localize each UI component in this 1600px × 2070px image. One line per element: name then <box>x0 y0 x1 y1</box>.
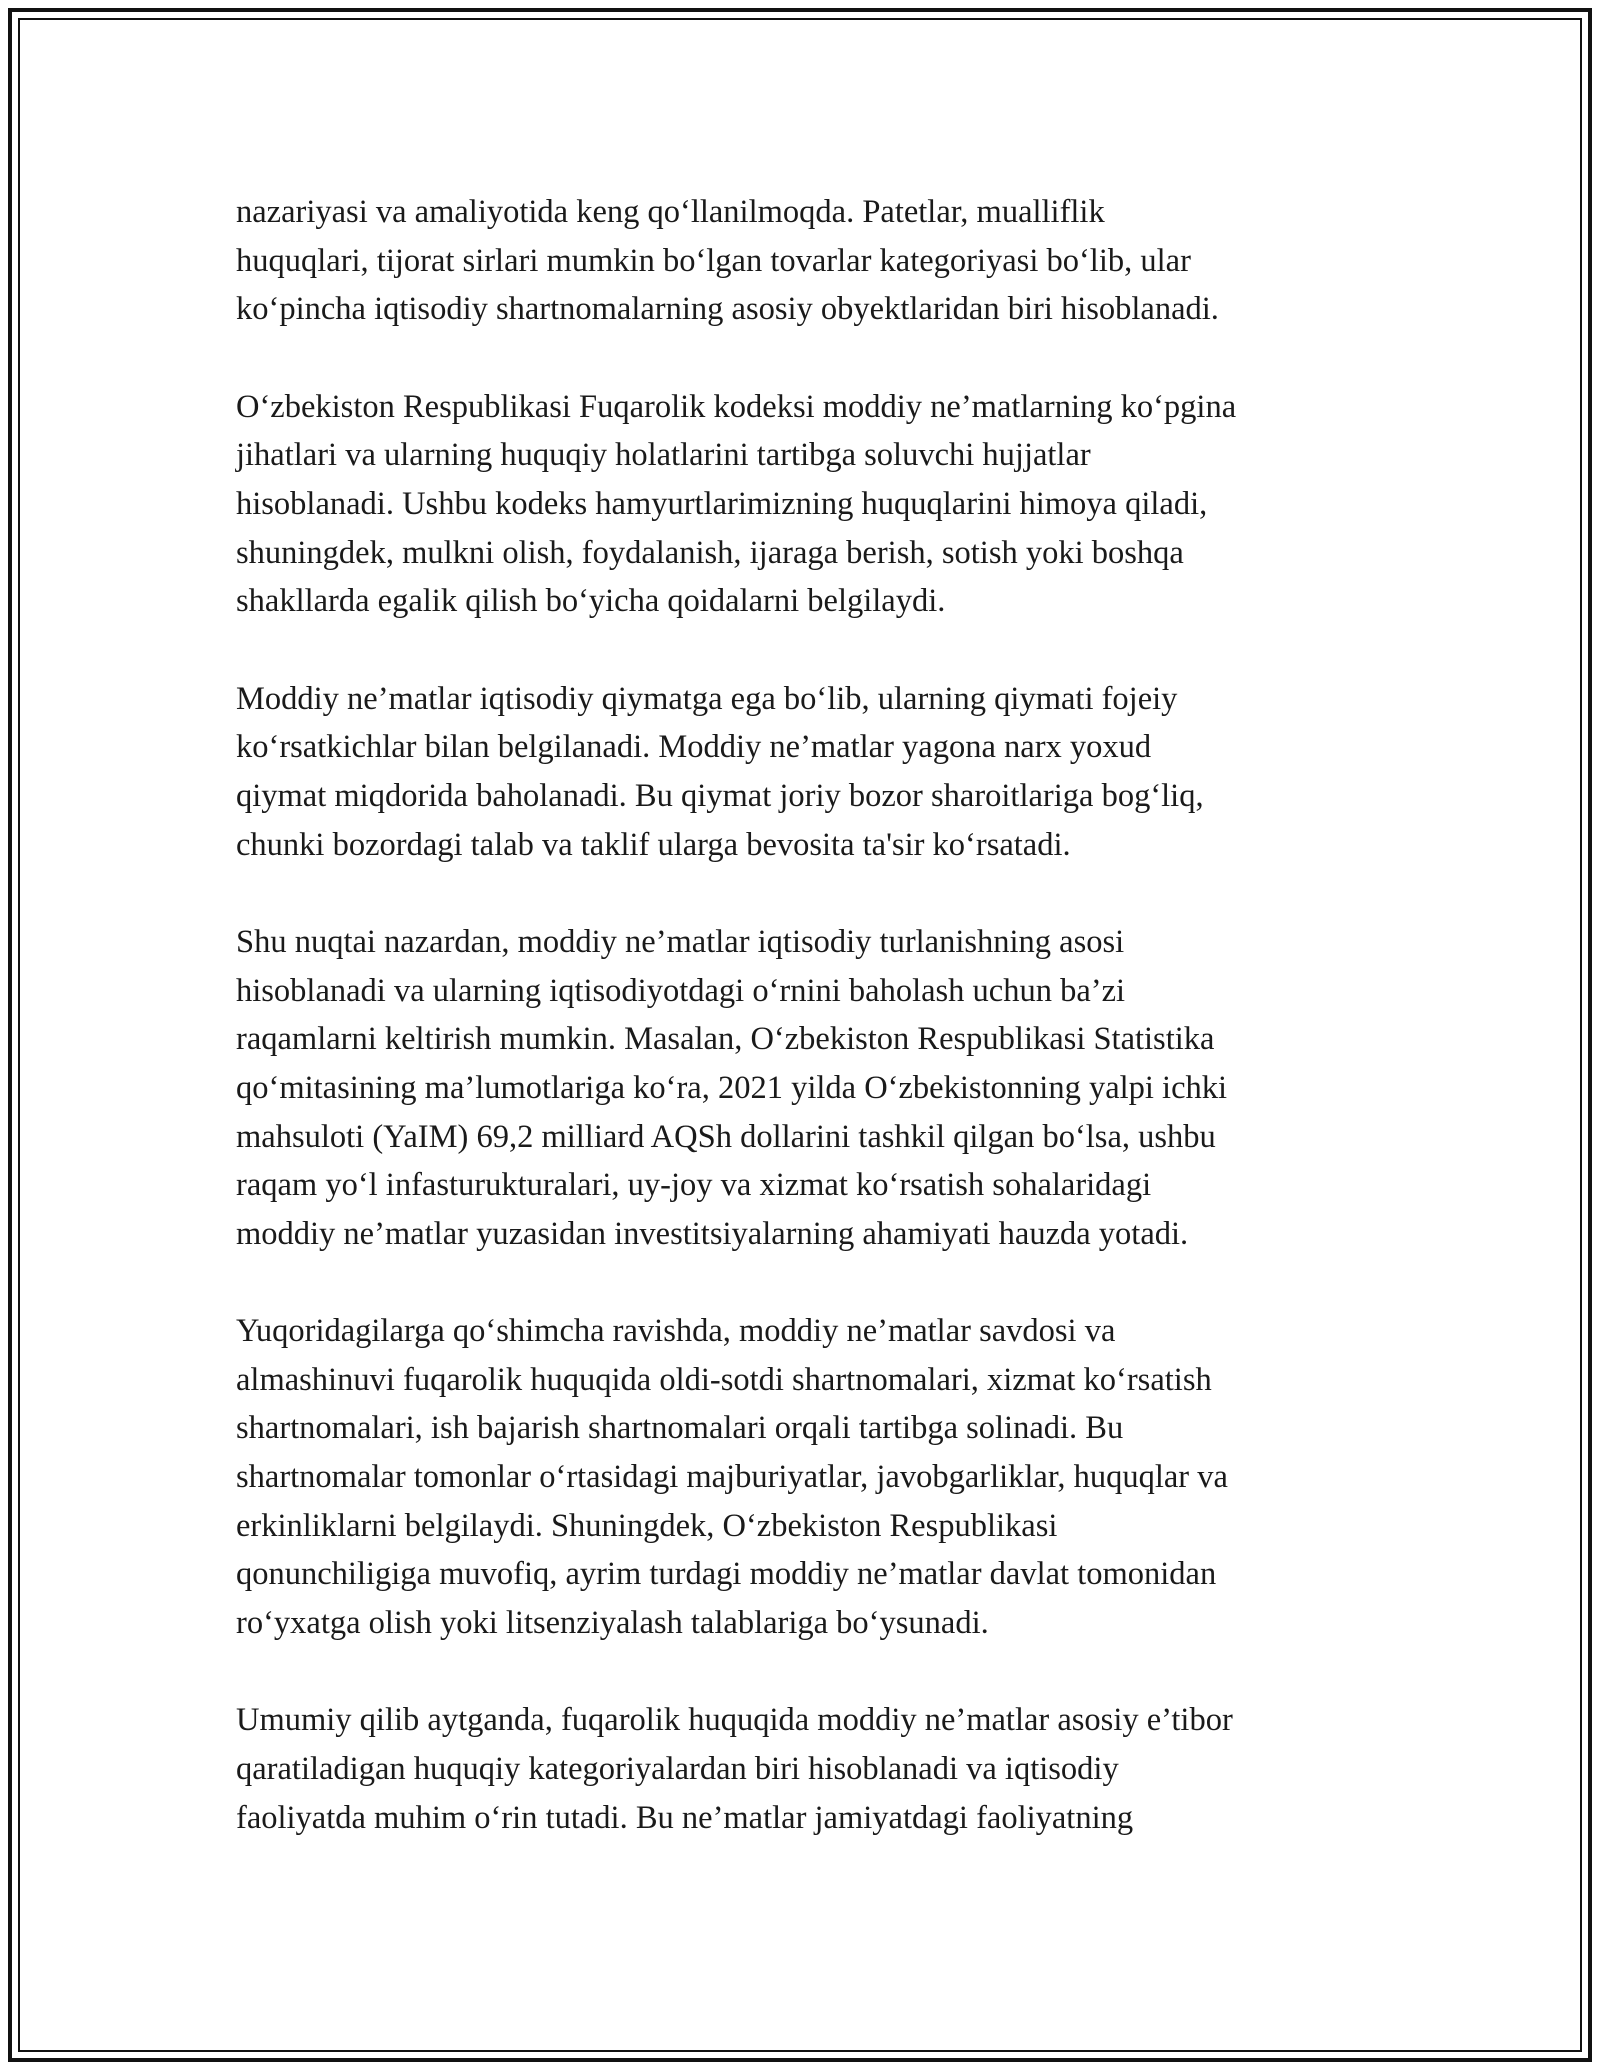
text-line: ko‘rsatkichlar bilan belgilanadi. Moddiy ne’matlar yagona narx yoxud <box>236 729 1152 766</box>
text-line: faoliyatda muhim o‘rin tutadi. Bu ne’matlar jamiyatdagi faoliyatning <box>236 1799 1134 1836</box>
text-line: qaratiladigan huquqiy kategoriyalardan biri hisoblanadi va iqtisodiy <box>236 1751 1119 1788</box>
paragraph-5 <box>236 1307 1376 1647</box>
paragraph-1 <box>236 188 1376 334</box>
text-line: raqam yo‘l infasturukturalari, uy-joy va xizmat ko‘rsatish sohalaridagi <box>236 1167 1152 1204</box>
paragraph-4 <box>236 918 1376 1258</box>
text-line: qo‘mitasining ma’lumotlariga ko‘ra, 2021 yilda O‘zbekistonning yalpi ichki <box>236 1069 1228 1106</box>
text-line: hisoblanadi. Ushbu kodeks hamyurtlarimizning huquqlarini himoya qiladi, <box>236 485 1208 522</box>
text-line: huquqlari, tijorat sirlari mumkin bo‘lgan tovarlar kategoriyasi bo‘lib, ular <box>236 242 1191 279</box>
text-line: almashinuvi fuqarolik huquqida oldi-sotdi shartnomalari, xizmat ko‘rsatish <box>236 1361 1212 1398</box>
text-line: shakllarda egalik qilish bo‘yicha qoidalarni belgilaydi. <box>236 583 946 620</box>
text-line: Umumiy qilib aytganda, fuqarolik huquqida moddiy ne’matlar asosiy e’tibor <box>236 1702 1233 1739</box>
text-line: Moddiy ne’matlar iqtisodiy qiymatga ega bo‘lib, ularning qiymati fojeiy <box>236 680 1178 717</box>
text-line: O‘zbekiston Respublikasi Fuqarolik kodeksi moddiy ne’matlarning ko‘pgina <box>236 388 1237 425</box>
text-line: qiymat miqdorida baholanadi. Bu qiymat joriy bozor sharoitlariga bog‘liq, <box>236 777 1204 814</box>
paragraph-2 <box>236 383 1376 626</box>
text-line: jihatlari va ularning huquqiy holatlarini tartibga soluvchi hujjatlar <box>236 437 1091 474</box>
paragraph-3 <box>236 675 1376 869</box>
paragraph-6 <box>236 1696 1376 1842</box>
text-line: nazariyasi va amaliyotida keng qo‘llanilmoqda. Patetlar, mualliflik <box>236 194 1105 230</box>
text-line: erkinliklarni belgilaydi. Shuningdek, O‘zbekiston Respublikasi <box>236 1507 1058 1544</box>
text-line: shuningdek, mulkni olish, foydalanish, ijaraga berish, sotish yoki boshqa <box>236 534 1184 571</box>
text-line: raqamlarni keltirish mumkin. Masalan, O‘zbekiston Respublikasi Statistika <box>236 1021 1215 1058</box>
text-line: moddiy ne’matlar yuzasidan investitsiyalarning ahamiyati hauzda yotadi. <box>236 1215 1189 1252</box>
text-line: hisoblanadi va ularning iqtisodiyotdagi o‘rnini baholash uchun ba’zi <box>236 972 1126 1009</box>
text-line: qonunchiligiga muvofiq, ayrim turdagi moddiy ne’matlar davlat tomonidan <box>236 1556 1217 1593</box>
text-line: mahsuloti (YaIM) 69,2 milliard AQSh dollarini tashkil qilgan bo‘lsa, ushbu <box>236 1118 1216 1155</box>
text-line: Yuqoridagilarga qo‘shimcha ravishda, moddiy ne’matlar savdosi va <box>236 1313 1116 1350</box>
text-line: ro‘yxatga olish yoki litsenziyalash talablariga bo‘ysunadi. <box>236 1604 989 1641</box>
text-line: shartnomalar tomonlar o‘rtasidagi majburiyatlar, javobgarliklar, huquqlar va <box>236 1459 1228 1496</box>
text-line: Shu nuqtai nazardan, moddiy ne’matlar iqtisodiy turlanishning asosi <box>236 924 1125 961</box>
document-body <box>236 188 1376 1891</box>
text-line: chunki bozordagi talab va taklif ularga bevosita ta'sir ko‘rsatadi. <box>236 826 1071 863</box>
text-line: shartnomalari, ish bajarish shartnomalari orqali tartibga solinadi. Bu <box>236 1410 1124 1447</box>
text-line: ko‘pincha iqtisodiy shartnomalarning asosiy obyektlaridan biri hisoblanadi. <box>236 291 1219 328</box>
